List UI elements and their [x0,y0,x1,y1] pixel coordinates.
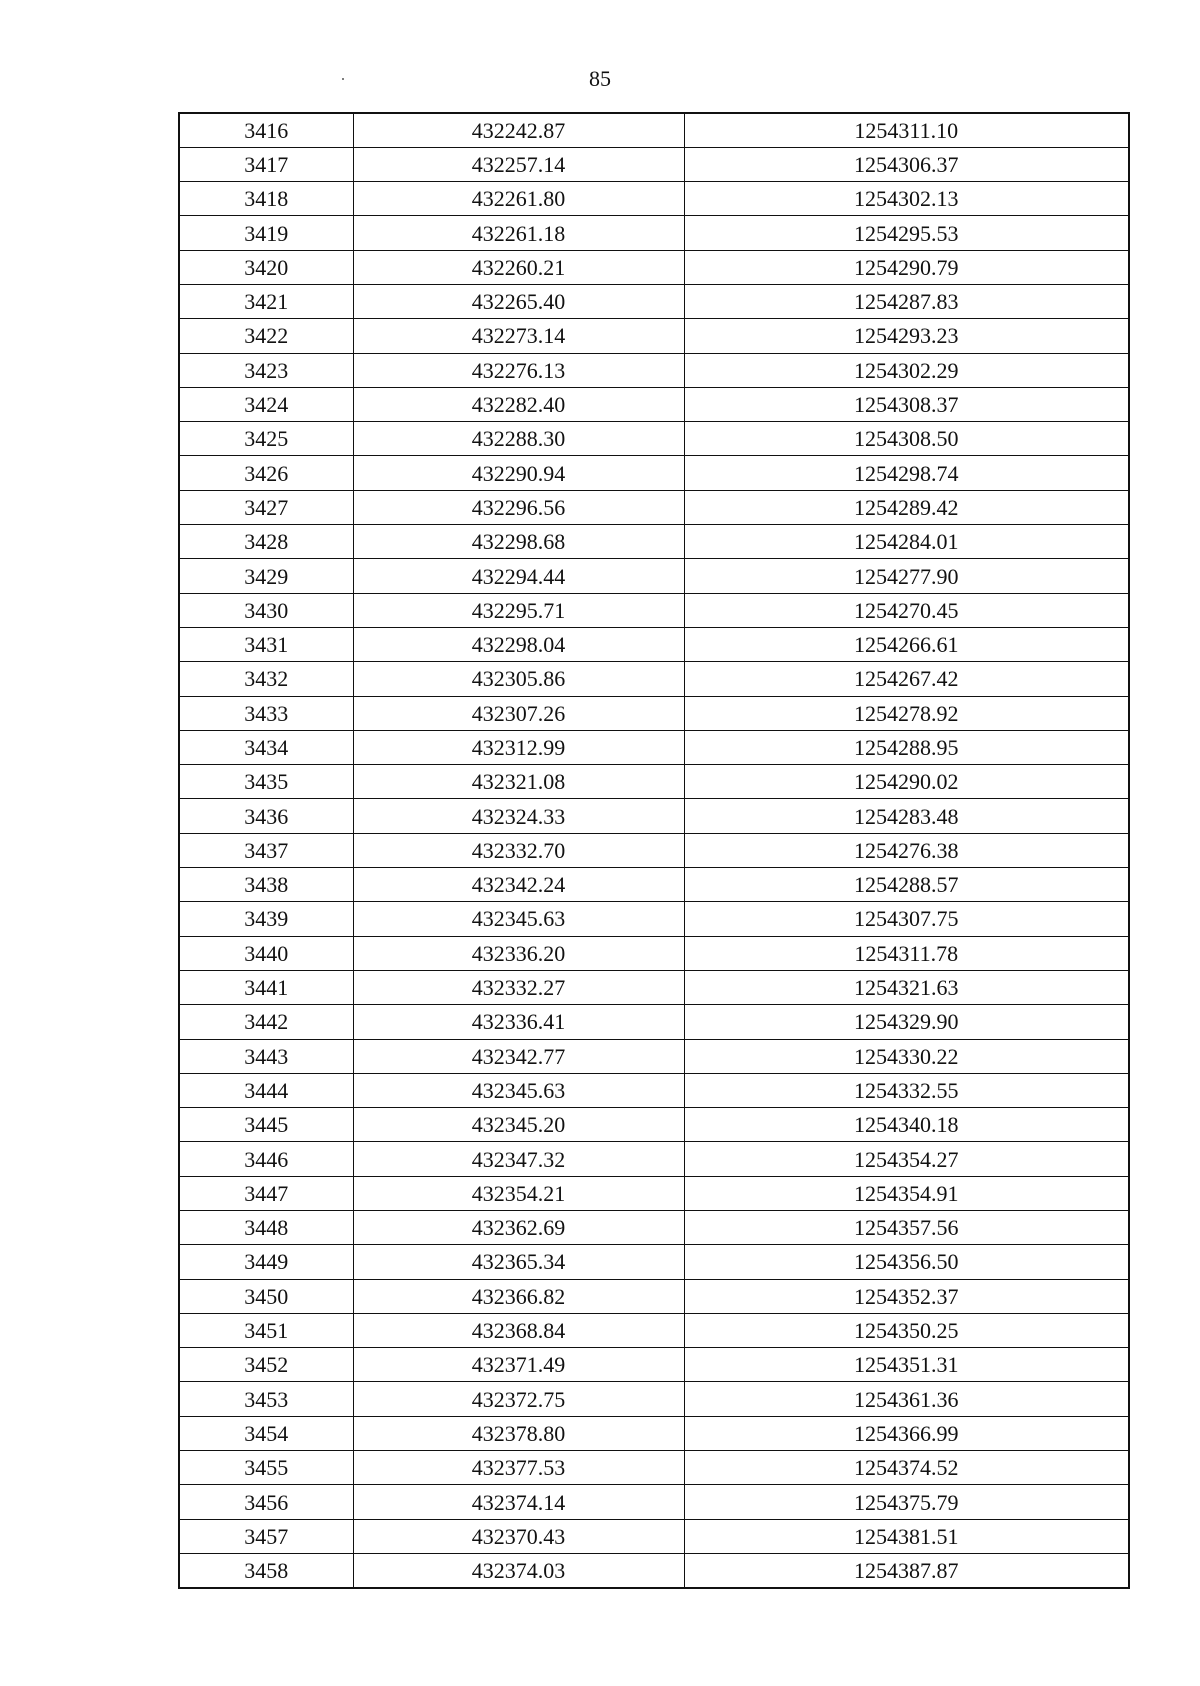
table-row [179,1108,1129,1142]
table-row [179,730,1129,764]
x-coordinate-cell: 432260.21 [353,250,684,284]
y-coordinate-cell: 1254293.23 [684,319,1129,353]
table-row [179,1416,1129,1450]
x-coordinate-cell: 432377.53 [353,1451,684,1485]
table-row [179,319,1129,353]
y-coordinate-cell: 1254278.92 [684,696,1129,730]
point-number-cell: 3447 [179,1176,353,1210]
table-row [179,662,1129,696]
y-coordinate-cell: 1254357.56 [684,1211,1129,1245]
table-row [179,422,1129,456]
y-coordinate-cell: 1254332.55 [684,1073,1129,1107]
y-coordinate-cell: 1254387.87 [684,1553,1129,1587]
point-number-cell: 3452 [179,1348,353,1382]
y-coordinate-cell: 1254381.51 [684,1519,1129,1553]
x-coordinate-cell: 432305.86 [353,662,684,696]
table-row [179,833,1129,867]
point-number-cell: 3453 [179,1382,353,1416]
x-coordinate-cell: 432345.20 [353,1108,684,1142]
x-coordinate-cell: 432307.26 [353,696,684,730]
point-number-cell: 3416 [179,113,353,147]
x-coordinate-cell: 432276.13 [353,353,684,387]
page-number: 85 [589,66,611,91]
point-number-cell: 3446 [179,1142,353,1176]
point-number-cell: 3423 [179,353,353,387]
y-coordinate-cell: 1254352.37 [684,1279,1129,1313]
point-number-cell: 3426 [179,456,353,490]
table-row [179,936,1129,970]
table-row [179,387,1129,421]
x-coordinate-cell: 432345.63 [353,902,684,936]
point-number-cell: 3431 [179,627,353,661]
table-row [179,1382,1129,1416]
point-number-cell: 3425 [179,422,353,456]
y-coordinate-cell: 1254276.38 [684,833,1129,867]
y-coordinate-cell: 1254354.27 [684,1142,1129,1176]
table-row [179,525,1129,559]
table-row [179,1211,1129,1245]
table-row [179,1519,1129,1553]
scan-speck [342,78,344,80]
x-coordinate-cell: 432372.75 [353,1382,684,1416]
table-row [179,1176,1129,1210]
y-coordinate-cell: 1254351.31 [684,1348,1129,1382]
y-coordinate-cell: 1254361.36 [684,1382,1129,1416]
point-number-cell: 3442 [179,1005,353,1039]
y-coordinate-cell: 1254302.29 [684,353,1129,387]
x-coordinate-cell: 432312.99 [353,730,684,764]
point-number-cell: 3427 [179,490,353,524]
point-number-cell: 3439 [179,902,353,936]
x-coordinate-cell: 432261.80 [353,182,684,216]
y-coordinate-cell: 1254354.91 [684,1176,1129,1210]
x-coordinate-cell: 432378.80 [353,1416,684,1450]
x-coordinate-cell: 432294.44 [353,559,684,593]
table-row [179,902,1129,936]
y-coordinate-cell: 1254302.13 [684,182,1129,216]
y-coordinate-cell: 1254308.37 [684,387,1129,421]
x-coordinate-cell: 432332.70 [353,833,684,867]
x-coordinate-cell: 432336.41 [353,1005,684,1039]
point-number-cell: 3441 [179,970,353,1004]
point-number-cell: 3424 [179,387,353,421]
point-number-cell: 3428 [179,525,353,559]
y-coordinate-cell: 1254350.25 [684,1313,1129,1347]
table-row [179,696,1129,730]
y-coordinate-cell: 1254329.90 [684,1005,1129,1039]
x-coordinate-cell: 432332.27 [353,970,684,1004]
point-number-cell: 3421 [179,284,353,318]
y-coordinate-cell: 1254311.78 [684,936,1129,970]
table-row [179,1279,1129,1313]
y-coordinate-cell: 1254266.61 [684,627,1129,661]
y-coordinate-cell: 1254321.63 [684,970,1129,1004]
y-coordinate-cell: 1254284.01 [684,525,1129,559]
table-row [179,1485,1129,1519]
y-coordinate-cell: 1254374.52 [684,1451,1129,1485]
table-row [179,284,1129,318]
x-coordinate-cell: 432342.24 [353,868,684,902]
point-number-cell: 3451 [179,1313,353,1347]
x-coordinate-cell: 432368.84 [353,1313,684,1347]
point-number-cell: 3456 [179,1485,353,1519]
x-coordinate-cell: 432345.63 [353,1073,684,1107]
x-coordinate-cell: 432242.87 [353,113,684,147]
table-row [179,1142,1129,1176]
table-row [179,1348,1129,1382]
y-coordinate-cell: 1254295.53 [684,216,1129,250]
point-number-cell: 3457 [179,1519,353,1553]
point-number-cell: 3417 [179,147,353,181]
point-number-cell: 3443 [179,1039,353,1073]
point-number-cell: 3454 [179,1416,353,1450]
x-coordinate-cell: 432342.77 [353,1039,684,1073]
y-coordinate-cell: 1254277.90 [684,559,1129,593]
point-number-cell: 3448 [179,1211,353,1245]
x-coordinate-cell: 432366.82 [353,1279,684,1313]
x-coordinate-cell: 432365.34 [353,1245,684,1279]
x-coordinate-cell: 432295.71 [353,593,684,627]
table-row [179,765,1129,799]
table-row [179,113,1129,147]
x-coordinate-cell: 432347.32 [353,1142,684,1176]
x-coordinate-cell: 432298.68 [353,525,684,559]
table-row [179,627,1129,661]
point-number-cell: 3422 [179,319,353,353]
x-coordinate-cell: 432290.94 [353,456,684,490]
point-number-cell: 3433 [179,696,353,730]
x-coordinate-cell: 432354.21 [353,1176,684,1210]
y-coordinate-cell: 1254356.50 [684,1245,1129,1279]
y-coordinate-cell: 1254306.37 [684,147,1129,181]
y-coordinate-cell: 1254290.02 [684,765,1129,799]
x-coordinate-cell: 432370.43 [353,1519,684,1553]
x-coordinate-cell: 432321.08 [353,765,684,799]
table-row [179,182,1129,216]
x-coordinate-cell: 432324.33 [353,799,684,833]
point-number-cell: 3436 [179,799,353,833]
point-number-cell: 3449 [179,1245,353,1279]
y-coordinate-cell: 1254298.74 [684,456,1129,490]
table-row [179,970,1129,1004]
point-number-cell: 3450 [179,1279,353,1313]
x-coordinate-cell: 432336.20 [353,936,684,970]
x-coordinate-cell: 432257.14 [353,147,684,181]
table-row [179,1073,1129,1107]
y-coordinate-cell: 1254307.75 [684,902,1129,936]
x-coordinate-cell: 432265.40 [353,284,684,318]
x-coordinate-cell: 432273.14 [353,319,684,353]
point-number-cell: 3429 [179,559,353,593]
y-coordinate-cell: 1254288.57 [684,868,1129,902]
y-coordinate-cell: 1254340.18 [684,1108,1129,1142]
y-coordinate-cell: 1254270.45 [684,593,1129,627]
point-number-cell: 3445 [179,1108,353,1142]
y-coordinate-cell: 1254290.79 [684,250,1129,284]
table-row [179,456,1129,490]
point-number-cell: 3455 [179,1451,353,1485]
x-coordinate-cell: 432298.04 [353,627,684,661]
point-number-cell: 3419 [179,216,353,250]
point-number-cell: 3458 [179,1553,353,1587]
coordinates-table-body [179,113,1129,1588]
table-row [179,559,1129,593]
table-row [179,1313,1129,1347]
table-row [179,353,1129,387]
point-number-cell: 3434 [179,730,353,764]
table-row [179,1039,1129,1073]
point-number-cell: 3420 [179,250,353,284]
y-coordinate-cell: 1254288.95 [684,730,1129,764]
y-coordinate-cell: 1254366.99 [684,1416,1129,1450]
table-row [179,1451,1129,1485]
point-number-cell: 3430 [179,593,353,627]
point-number-cell: 3435 [179,765,353,799]
x-coordinate-cell: 432371.49 [353,1348,684,1382]
table-row [179,147,1129,181]
y-coordinate-cell: 1254375.79 [684,1485,1129,1519]
table-row [179,593,1129,627]
table-row [179,216,1129,250]
point-number-cell: 3418 [179,182,353,216]
point-number-cell: 3437 [179,833,353,867]
table-row [179,250,1129,284]
x-coordinate-cell: 432374.14 [353,1485,684,1519]
x-coordinate-cell: 432282.40 [353,387,684,421]
y-coordinate-cell: 1254287.83 [684,284,1129,318]
x-coordinate-cell: 432261.18 [353,216,684,250]
table-row [179,490,1129,524]
coordinates-table [178,112,1130,1589]
point-number-cell: 3444 [179,1073,353,1107]
y-coordinate-cell: 1254267.42 [684,662,1129,696]
x-coordinate-cell: 432288.30 [353,422,684,456]
y-coordinate-cell: 1254308.50 [684,422,1129,456]
table-row [179,1005,1129,1039]
y-coordinate-cell: 1254330.22 [684,1039,1129,1073]
y-coordinate-cell: 1254283.48 [684,799,1129,833]
point-number-cell: 3440 [179,936,353,970]
x-coordinate-cell: 432374.03 [353,1553,684,1587]
table-row [179,799,1129,833]
table-row [179,1553,1129,1587]
x-coordinate-cell: 432362.69 [353,1211,684,1245]
table-row [179,1245,1129,1279]
point-number-cell: 3432 [179,662,353,696]
x-coordinate-cell: 432296.56 [353,490,684,524]
y-coordinate-cell: 1254289.42 [684,490,1129,524]
point-number-cell: 3438 [179,868,353,902]
y-coordinate-cell: 1254311.10 [684,113,1129,147]
table-row [179,868,1129,902]
